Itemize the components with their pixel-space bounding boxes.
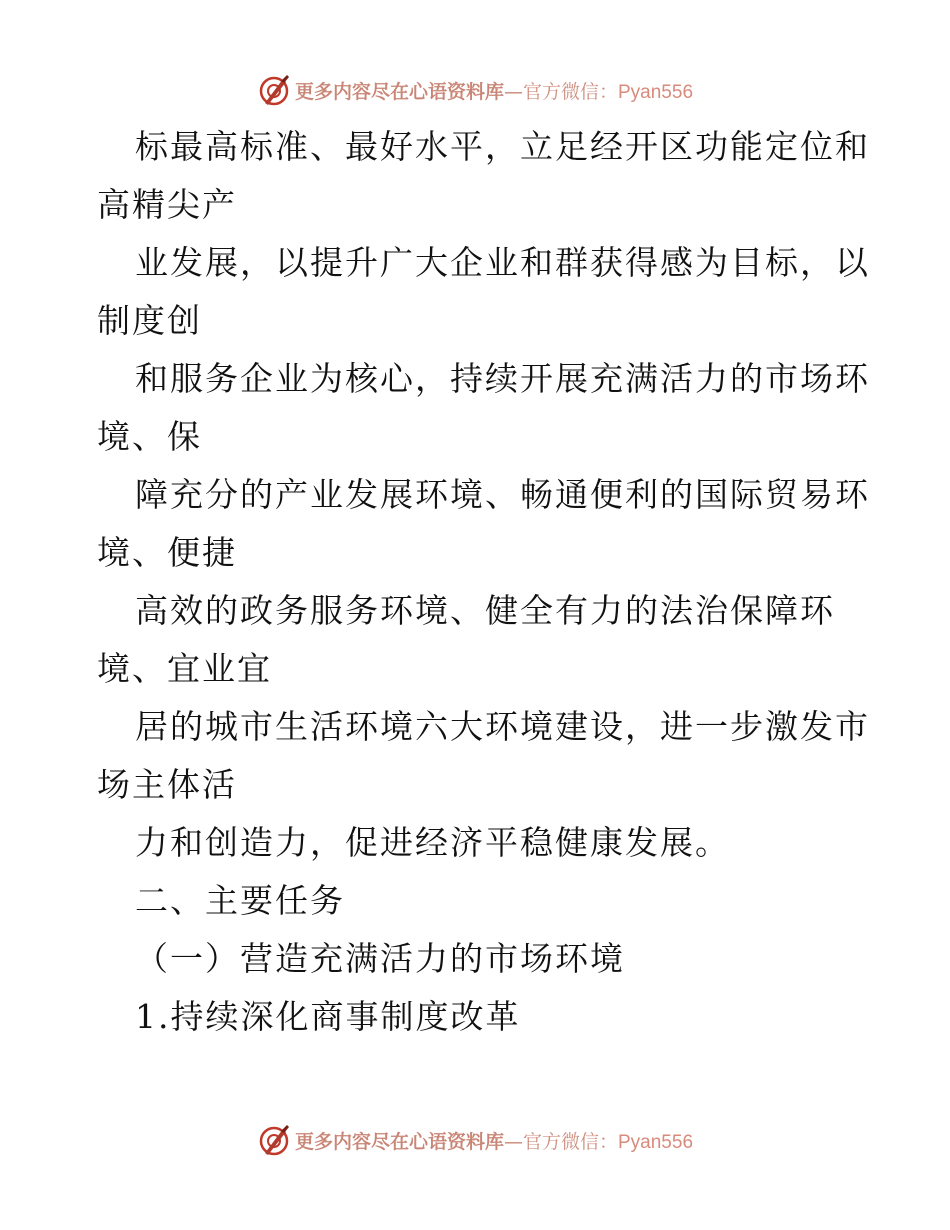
logo-icon [257,73,291,107]
body-line: 业发展，以提升广大企业和群获得感为目标，以 [135,243,870,282]
item-heading: 1.持续深化商事制度改革 [135,997,521,1036]
body-line: 高精尖产 [97,185,237,224]
header-sub-text: 官方微信： [522,80,618,103]
body-line: 居的城市生活环境六大环境建设，进一步激发市 [135,707,870,746]
body-line: 障充分的产业发展环境、畅通便利的国际贸易环 [135,475,870,514]
subsection-heading: （一）营造充满活力的市场环境 [135,939,625,978]
body-line: 力和创造力，促进经济平稳健康发展。 [135,823,730,862]
body-line: 制度创 [97,301,202,340]
body-line: 和服务企业为核心，持续开展充满活力的市场环 [135,359,870,398]
body-line: 场主体活 [97,765,237,804]
section-heading: 二、主要任务 [135,881,345,920]
body-line: 标最高标准、最好水平，立足经开区功能定位和 [135,127,870,166]
footer-main-text: 更多内容尽在心语资料库 [294,1130,504,1153]
footer-sub-text: 官方微信： [522,1130,618,1153]
header-banner [0,70,950,110]
header-wechat-id: Pyan556 [618,81,694,103]
document-body [97,118,870,1046]
footer-text [295,1127,693,1154]
header-main-text: 更多内容尽在心语资料库 [294,80,504,103]
body-line: 境、便捷 [97,533,237,572]
header-separator: — [503,80,523,103]
logo-icon [257,1123,291,1157]
body-line: 高效的政务服务环境、健全有力的法治保障环 [135,591,835,630]
footer-banner [0,1120,950,1160]
footer-separator: — [503,1130,523,1153]
header-text [295,77,693,104]
body-line: 境、保 [97,417,202,456]
footer-wechat-id: Pyan556 [618,1131,694,1153]
body-line: 境、宜业宜 [97,649,272,688]
